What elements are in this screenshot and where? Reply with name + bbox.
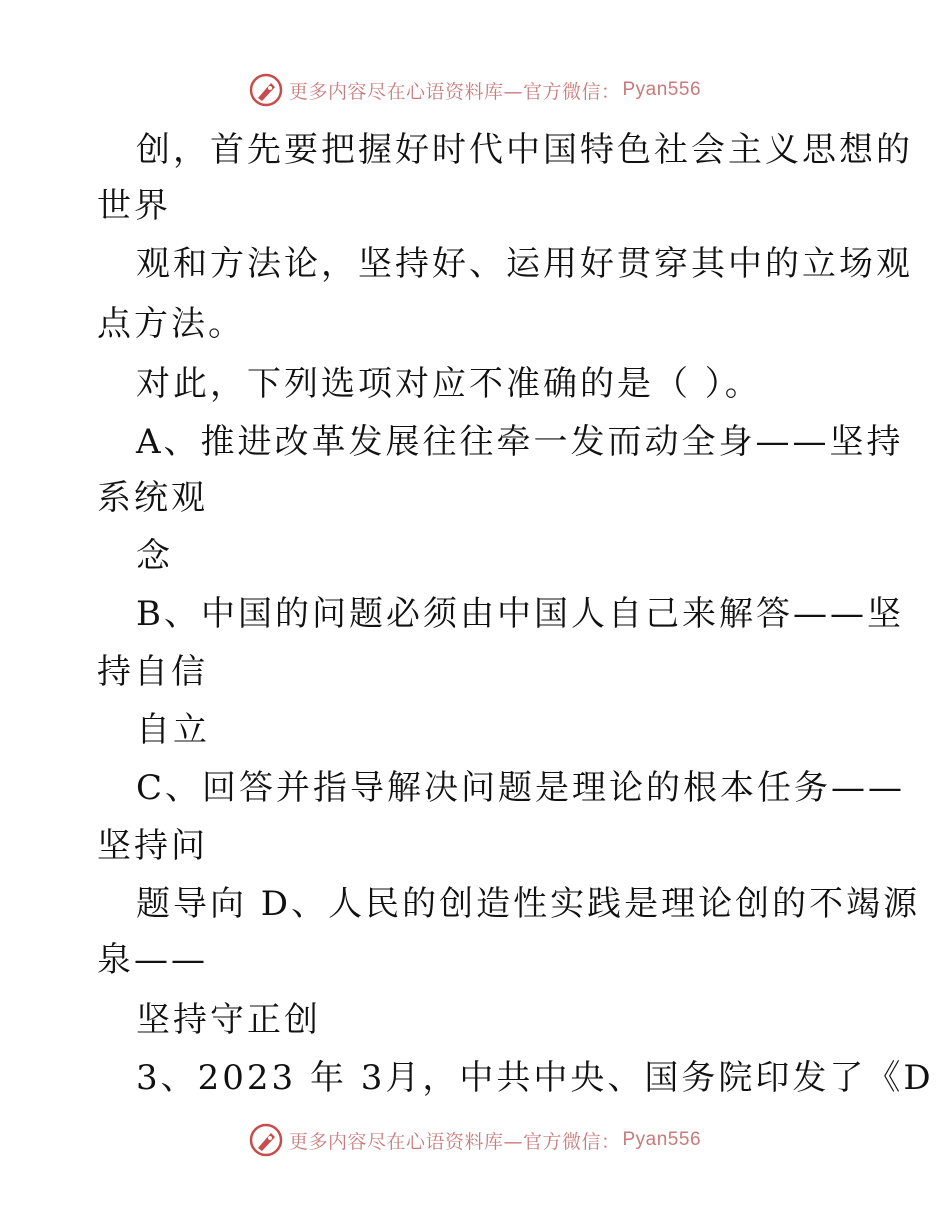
watermark-text: 更多内容尽在心语资料库—官方微信： — [288, 1130, 621, 1153]
text-line: A、推进改革发展往往牵一发而动全身——坚持 — [136, 422, 904, 462]
text-line: 念 — [136, 536, 173, 576]
text-line: 世界 — [97, 186, 171, 226]
watermark-wechat-id: Pyan556 — [622, 1129, 702, 1150]
text-line: 观和方法论，坚持好、运用好贯穿其中的立场观 — [136, 244, 913, 284]
footer-watermark — [0, 1120, 950, 1160]
text-line: 题导向 D、人民的创造性实践是理论创的不竭源 — [136, 884, 921, 924]
text-line: 坚持守正创 — [136, 1000, 321, 1040]
text-line: 对此，下列选项对应不准确的是（ ）。 — [136, 364, 762, 404]
text-line: 自立 — [136, 710, 210, 750]
text-line: B、中国的问题必须由中国人自己来解答——坚 — [136, 594, 904, 634]
pen-nib-seal-icon — [249, 73, 283, 107]
header-watermark — [0, 70, 950, 110]
watermark-wechat-id: Pyan556 — [622, 79, 702, 100]
text-line: C、回答并指导解决问题是理论的根本任务—— — [136, 768, 906, 808]
text-line: 创，首先要把握好时代中国特色社会主义思想的 — [136, 130, 913, 170]
text-line: 坚持问 — [97, 826, 208, 866]
pen-nib-seal-icon — [249, 1123, 283, 1157]
text-line: 点方法。 — [97, 304, 245, 344]
text-line: 泉—— — [97, 940, 208, 980]
text-line: 持自信 — [97, 652, 208, 692]
text-line: 系统观 — [97, 478, 208, 518]
text-line: 3、2023 年 3月，中共中央、国务院印发了《D — [136, 1058, 934, 1098]
watermark-text: 更多内容尽在心语资料库—官方微信： — [288, 80, 621, 103]
